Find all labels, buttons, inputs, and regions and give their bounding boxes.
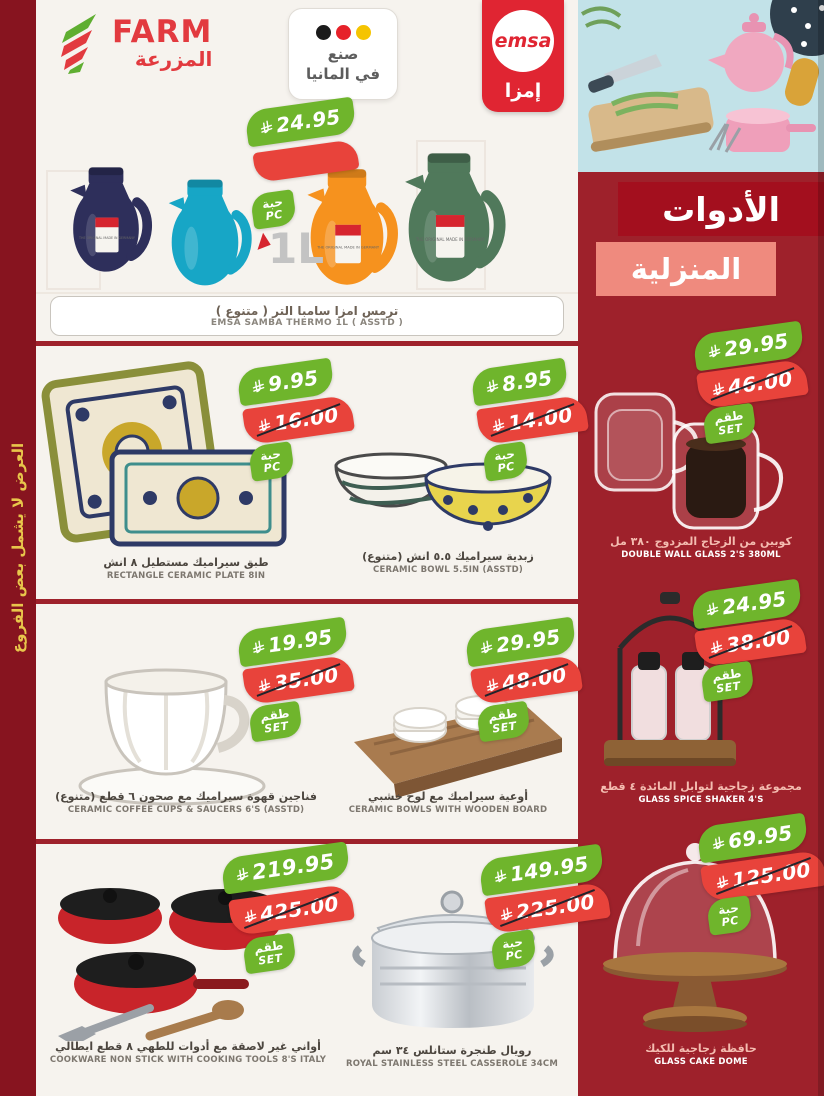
sar-currency-icon xyxy=(711,836,725,851)
side-strip xyxy=(0,0,36,1096)
price-badge: 19.95 xyxy=(236,617,349,668)
hero-product-name: ترمس امزا سامبا التر ( متنوع ) EMSA SAMBA THERMO 1L ( ASSTD ) xyxy=(50,296,564,336)
product-name: طبق سيراميك مستطيل ٨ انش RECTANGLE CERAMIC PLATE 8IN xyxy=(103,556,269,581)
sar-currency-icon xyxy=(259,120,273,135)
price-badge: 9.95 xyxy=(236,358,335,407)
branch-disclaimer: العرض لا يشمل بعض الفروع xyxy=(9,442,27,654)
sar-currency-icon xyxy=(485,379,499,394)
price-badge: 29.95 xyxy=(464,617,577,668)
double-wall-glass-image xyxy=(580,380,795,535)
old-price-badge: 16.00 xyxy=(242,395,355,446)
price-badge: 8.95 xyxy=(470,358,569,407)
kitchen-tools-illustration xyxy=(578,0,824,172)
price-badge: 24.95 xyxy=(690,579,803,630)
unit-badge: طقم SET xyxy=(702,403,758,445)
emsa-logo-icon: emsa xyxy=(492,10,554,72)
price-badge: 24.95 xyxy=(244,97,357,148)
sar-currency-icon xyxy=(236,867,250,882)
sar-currency-icon xyxy=(479,640,493,655)
product-name: مجموعة زجاجية لتوابل المائدة ٤ قطع GLASS SPICE SHAKER 4'S xyxy=(600,780,802,805)
section-title-line1: الأدوات xyxy=(618,182,824,236)
row-divider xyxy=(36,341,578,346)
old-price-badge: 46.00 xyxy=(696,359,809,410)
sar-currency-icon xyxy=(707,344,721,359)
sar-currency-icon xyxy=(244,909,258,924)
product-name: أوعية سيراميك مع لوح خشبي CERAMIC BOWLS WITH WOODEN BOARD xyxy=(348,790,548,815)
old-price-badge: 125.00 xyxy=(700,850,824,903)
sar-currency-icon xyxy=(716,875,730,890)
row-divider xyxy=(36,839,578,844)
section-title-line2: المنزلية xyxy=(596,242,776,296)
farm-logo xyxy=(58,12,212,74)
farm-name-en: FARM xyxy=(112,14,213,50)
emsa-brand-badge xyxy=(482,0,564,112)
old-price-badge: 38.00 xyxy=(694,617,807,668)
sar-currency-icon xyxy=(494,869,508,884)
farm-logo-icon xyxy=(58,12,104,74)
main-products-column xyxy=(36,0,597,1096)
product-name: حافظة زجاجية للكيك GLASS CAKE DOME xyxy=(645,1042,757,1067)
unit-badge: حبة PC xyxy=(482,441,529,482)
sar-currency-icon xyxy=(709,640,723,655)
side-products-column xyxy=(578,0,824,1096)
price-badge: 69.95 xyxy=(696,813,809,864)
farm-name-ar: المزرعة xyxy=(134,47,213,71)
old-price-badge: 14.00 xyxy=(476,395,589,446)
german-flag-dots-icon xyxy=(316,25,371,40)
svg-text:THE ORIGINAL MADE IN GERMANY: THE ORIGINAL MADE IN GERMANY xyxy=(415,237,485,243)
unit-badge: طقم SET xyxy=(476,701,532,743)
unit-badge: طقم SET xyxy=(700,661,756,703)
unit-badge: حبة PC xyxy=(490,929,537,970)
old-price-badge: 48.00 xyxy=(470,655,583,706)
sar-currency-icon xyxy=(485,678,499,693)
product-name: زبدية سيراميك ٥.٥ انش (متنوع) CERAMIC BOWL 5.5IN (ASSTD) xyxy=(362,550,534,575)
old-price-badge: 225.00 xyxy=(484,882,611,935)
sar-currency-icon xyxy=(500,907,514,922)
sar-currency-icon xyxy=(491,418,505,433)
thermos-navy xyxy=(56,150,156,290)
row-divider xyxy=(36,599,578,604)
product-name: كوبين من الزجاج المزدوج ٣٨٠ مل DOUBLE WALL GLASS 2'S 380ML xyxy=(610,535,792,560)
svg-text:THE ORIGINAL MADE IN GERMANY: THE ORIGINAL MADE IN GERMANY xyxy=(79,235,135,240)
unit-badge: حبة PC xyxy=(248,441,295,482)
old-price-badge: 425.00 xyxy=(228,884,355,937)
sar-currency-icon xyxy=(251,379,265,394)
old-price-badge: 35.00 xyxy=(242,655,355,706)
sar-currency-icon xyxy=(711,382,725,397)
unit-badge: طقم SET xyxy=(242,933,298,975)
sar-currency-icon xyxy=(257,678,271,693)
made-in-line1: صنع xyxy=(327,44,359,63)
emsa-name-ar: إمزا xyxy=(504,80,542,102)
price-badge: 149.95 xyxy=(478,844,605,897)
page-edge-shade xyxy=(818,0,824,1096)
product-name: فناجين قهوة سيراميك مع صحون ٦ قطع (متنوع) CERAMIC COFFEE CUPS & SAUCERS 6'S (ASSTD) xyxy=(55,790,317,815)
product-name: أواني غير لاصقة مع أدوات للطهي ٨ قطع ايطالي COOKWARE NON STICK WITH COOKING TOOLS 8'S ITALY xyxy=(49,1040,327,1065)
kitchen-tools-photo xyxy=(578,0,824,172)
price-badge: 29.95 xyxy=(692,321,805,372)
ceramic-bowls-image xyxy=(318,438,570,556)
unit-badge: طقم SET xyxy=(248,701,304,743)
thermos-green xyxy=(386,132,512,304)
made-in-line2: في المانيا xyxy=(305,65,381,83)
sar-currency-icon xyxy=(251,640,265,655)
thermos-teal xyxy=(154,162,256,304)
price-badge: 219.95 xyxy=(220,841,351,894)
one-liter-mark: 1L xyxy=(268,224,324,273)
svg-text:THE ORIGINAL MADE IN GERMANY: THE ORIGINAL MADE IN GERMANY xyxy=(317,245,380,250)
sar-currency-icon xyxy=(257,418,271,433)
made-in-germany-badge xyxy=(288,8,398,100)
sar-currency-icon xyxy=(705,602,719,617)
unit-badge: حبة PC xyxy=(706,895,753,936)
unit-badge: حبة PC xyxy=(250,189,297,230)
product-name: رويال طنجرة ستانلس ٣٤ سم ROYAL STAINLESS STEEL CASSEROLE 34CM xyxy=(346,1044,558,1069)
